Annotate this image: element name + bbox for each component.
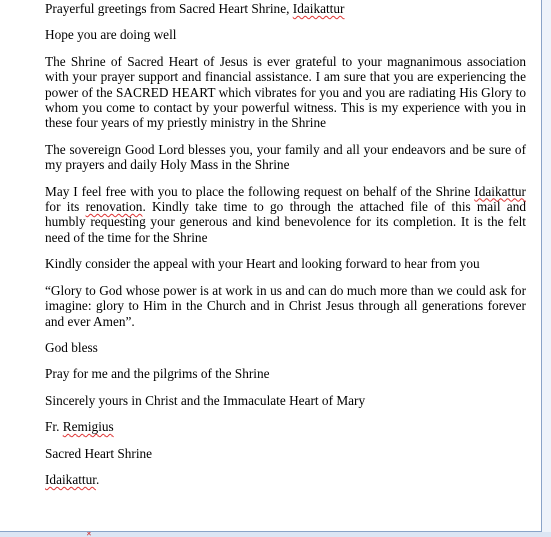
vertical-scrollbar[interactable] bbox=[542, 0, 551, 532]
request-place: Idaikattur bbox=[474, 183, 526, 199]
request-text-c: . Kindly take time to go through the attached file of this mail and humbly requesting your generous and kind benevolence for its completion. It is the felt need of the time for the Shrine bbox=[45, 199, 527, 245]
greeting-line bbox=[45, 1, 526, 16]
closing-line: Sincerely yours in Christ and the Immaculate Heart of Mary bbox=[45, 392, 366, 408]
prayer-request-line: Pray for me and the pilgrims of the Shrine bbox=[45, 366, 270, 382]
place-line bbox=[45, 472, 526, 487]
request-text-a: May I feel free with you to place the following request on behalf of the Shrine bbox=[45, 183, 475, 199]
place-name: Idaikattur bbox=[45, 471, 96, 487]
god-bless-line: God bless bbox=[45, 339, 98, 355]
signature-line bbox=[45, 419, 526, 434]
appeal-line: Kindly consider the appeal with your Heart and looking forward to hear from you bbox=[45, 256, 480, 272]
paragraph-gratitude: The Shrine of Sacred Heart of Jesus is ever grateful to your magnanimous association with your prayer support and financial assistance. I am sure that you are experiencing the power of the SACRED HEART which vibrates for you and you are radiating His Glory to whom you come to contact by your powerful witness. This is my experience with you in these four years of my priestly ministry in the Shrine bbox=[45, 53, 526, 131]
status-strip bbox=[0, 532, 551, 537]
greeting-text: Prayerful greetings from Sacred Heart Shrine, bbox=[45, 1, 293, 16]
paragraph-blessing: The sovereign Good Lord blesses you, your family and all your endeavors and be sure of my prayers and daily Holy Mass in the Shrine bbox=[45, 141, 526, 173]
paragraph-request bbox=[45, 184, 526, 246]
scripture-quote: “Glory to God whose power is at work in us and can do much more than we could ask for imagine: glory to Him in the Church and in Christ Jesus through all generations forever and ever Amen”. bbox=[45, 282, 526, 329]
request-text-b: for its bbox=[45, 199, 86, 215]
greeting-place: Idaikattur bbox=[292, 1, 345, 16]
hope-line: Hope you are doing well bbox=[45, 27, 177, 43]
request-word: renovation bbox=[85, 199, 143, 215]
spelling-error-icon[interactable]: ✕ bbox=[86, 532, 92, 537]
organization-line: Sacred Heart Shrine bbox=[45, 445, 153, 461]
place-suffix: . bbox=[95, 471, 100, 487]
signature-prefix: Fr. bbox=[45, 419, 63, 435]
letter-text bbox=[45, 1, 526, 498]
signature-name: Remigius bbox=[62, 419, 114, 435]
